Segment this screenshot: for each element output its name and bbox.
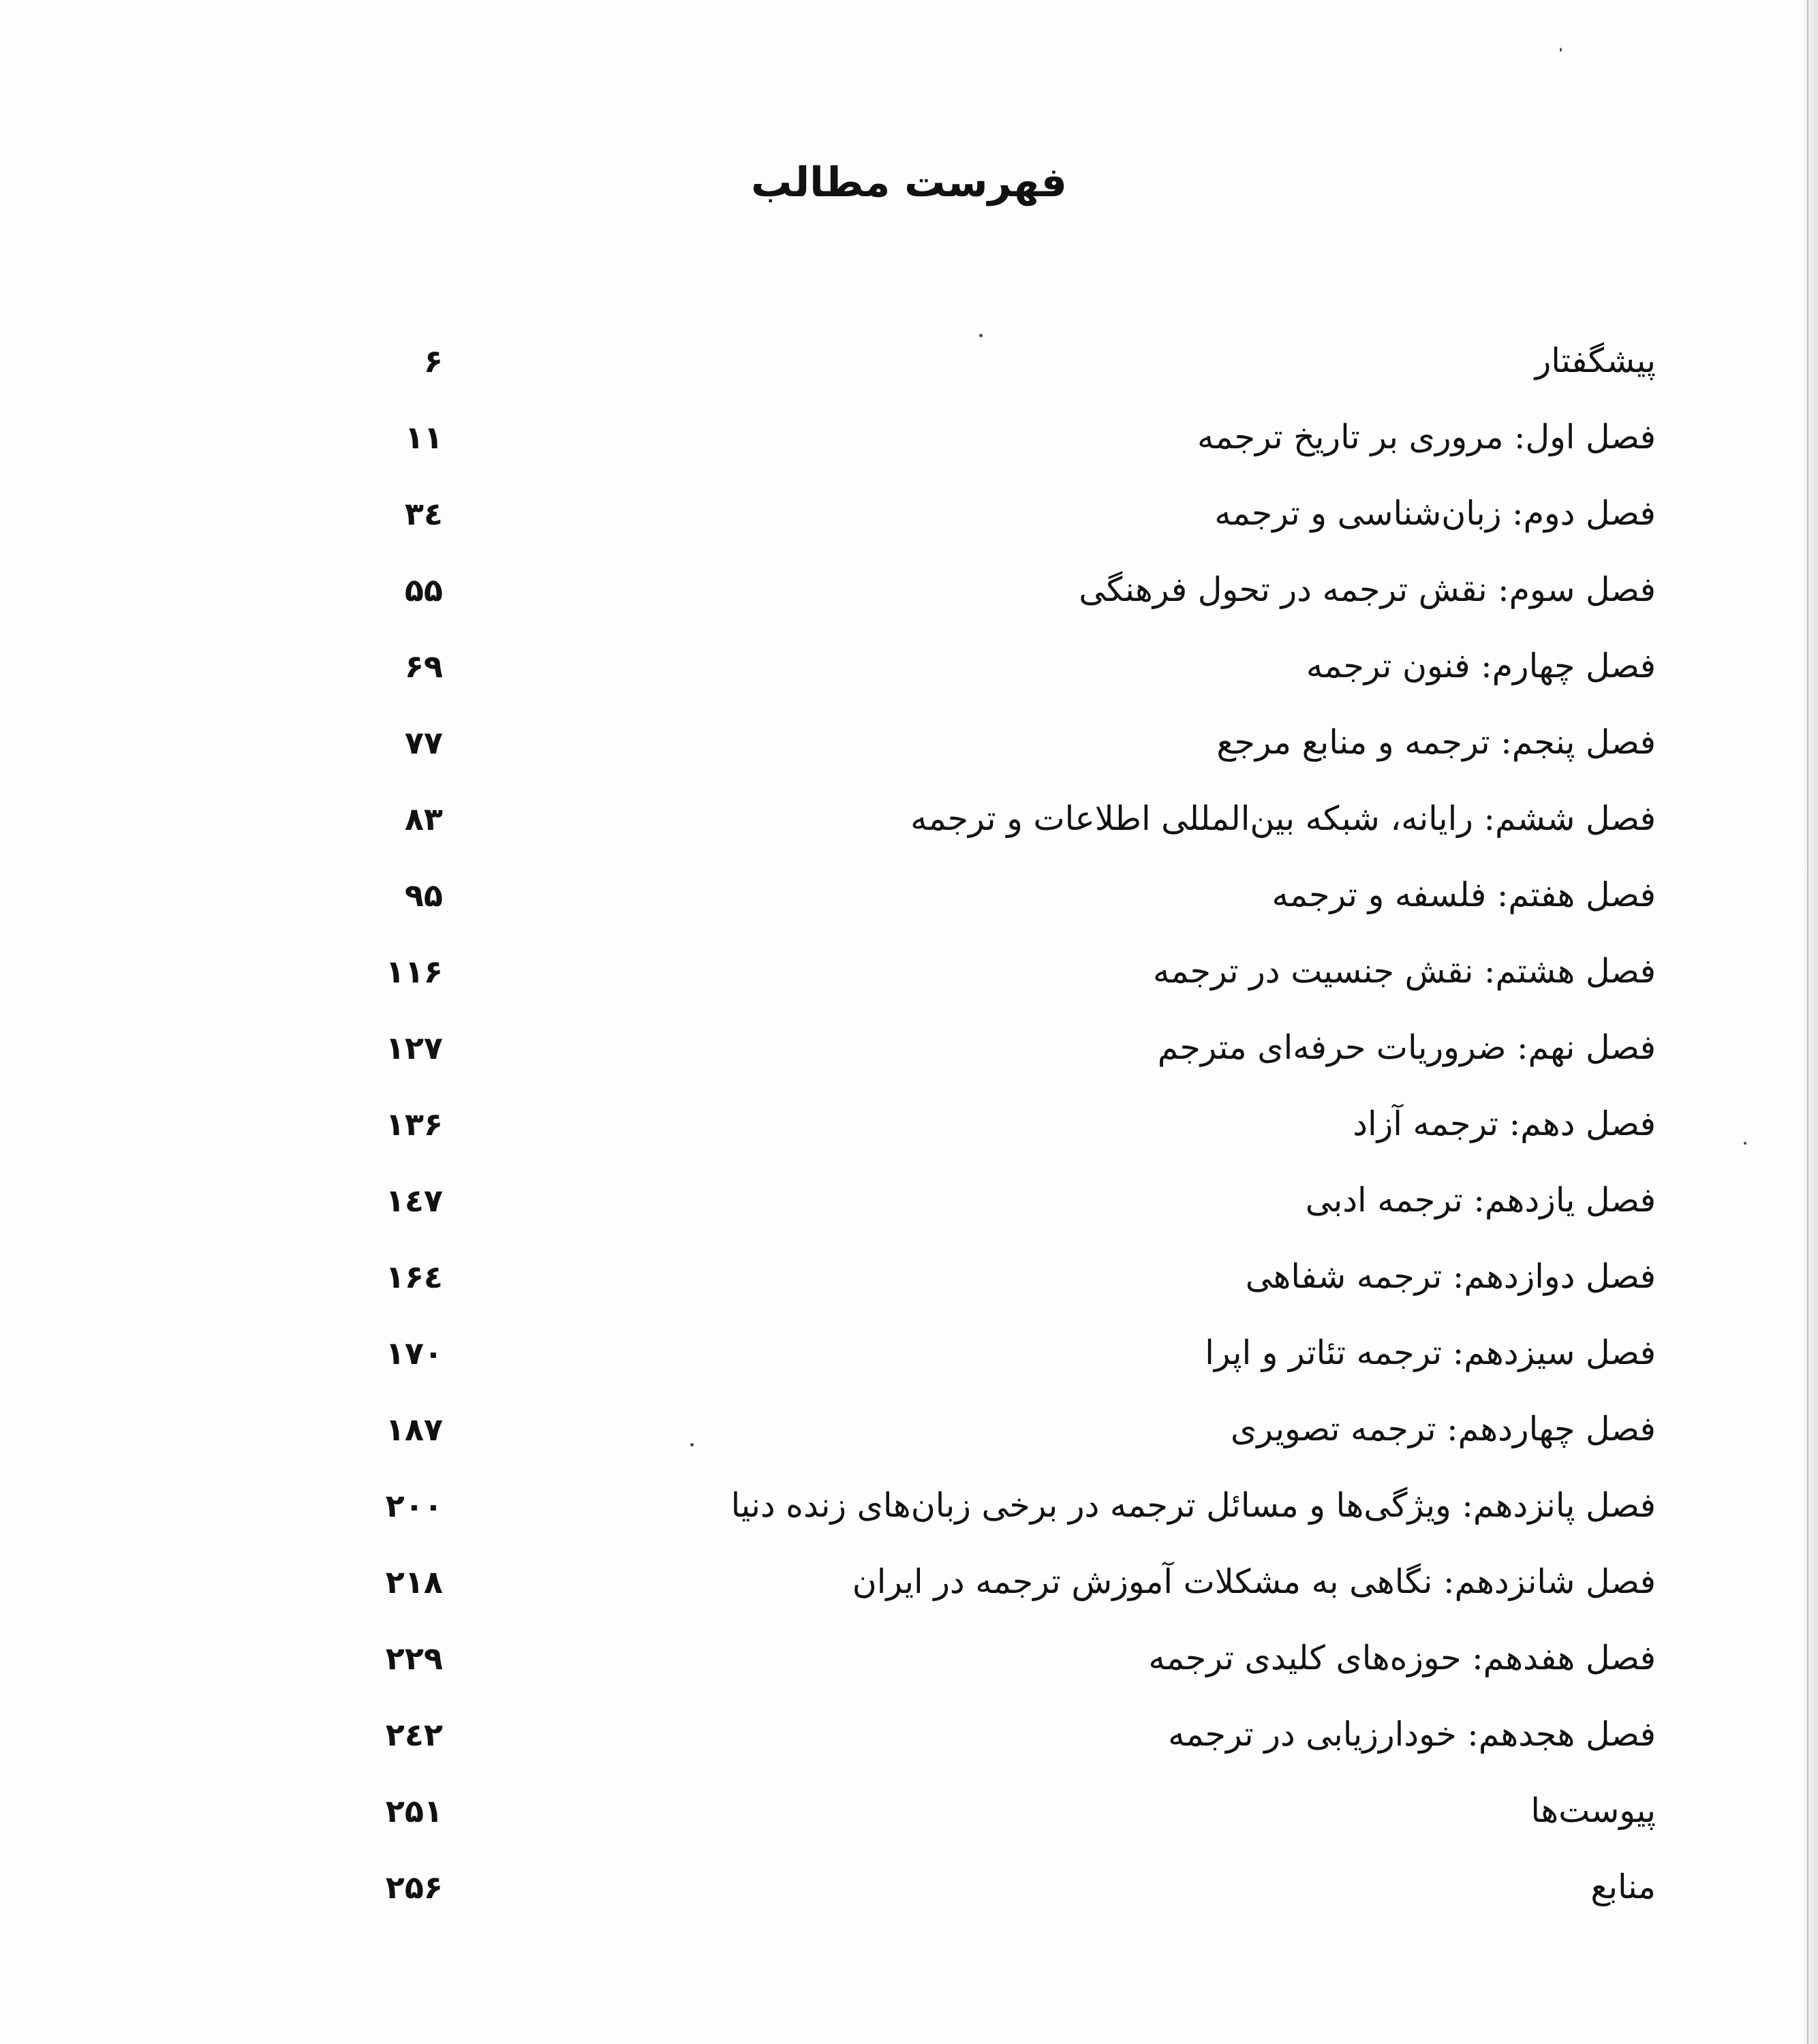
toc-page-number: ۱۳۶ [385, 1106, 443, 1143]
toc-page-number: ۵۵ [404, 572, 443, 608]
toc-entry-title: فصل هجدهم: خودارزیابی در ترجمه [1168, 1715, 1656, 1754]
toc-entry-title: فصل نهم: ضروریات حرفه‌ای مترجم [1157, 1028, 1656, 1067]
toc-entry-title: فصل ششم: رایانه، شبکه بین‌المللی اطلاعات و ترجمه [910, 799, 1656, 838]
toc-row [341, 1707, 1656, 1762]
toc-page-number: ۹۵ [404, 877, 443, 914]
toc-entry-title: فصل سیزدهم: ترجمه تئاتر و اپرا [1205, 1333, 1656, 1372]
toc-row [341, 1021, 1656, 1075]
toc-row [341, 1478, 1656, 1533]
toc-page-number: ۸۳ [404, 801, 443, 837]
toc-entry-title: فصل چهاردهم: ترجمه تصویری [1230, 1410, 1656, 1449]
toc-row [341, 1097, 1656, 1151]
scan-speck [1744, 1142, 1746, 1145]
toc-entry-title: فصل یازدهم: ترجمه ادبی [1305, 1181, 1656, 1220]
toc-row [341, 1173, 1656, 1228]
toc-row [341, 563, 1656, 617]
toc-page-number: ۱۸۷ [385, 1411, 443, 1448]
toc-row [341, 1860, 1656, 1915]
toc-row [341, 334, 1656, 388]
toc-row [341, 715, 1656, 770]
toc-page-number: ۶۹ [404, 648, 443, 685]
toc-entry-title: پیوست‌ها [1530, 1791, 1656, 1830]
toc-page-number: ۳٤ [404, 495, 443, 532]
toc-entry-title: فصل هفدهم: حوزه‌های کلیدی ترجمه [1148, 1639, 1656, 1677]
scan-speck [1560, 48, 1562, 52]
toc-entry-title: فصل پانزدهم: ویژگی‌ها و مسائل ترجمه در برخی زبان‌های زنده دنیا [730, 1486, 1656, 1525]
toc-row [341, 792, 1656, 846]
toc-page-number: ۱۱۶ [385, 953, 443, 990]
toc-entry-title: فصل هفتم: فلسفه و ترجمه [1272, 876, 1656, 914]
toc-page-number: ۲۵۶ [385, 1869, 443, 1906]
toc-row [341, 1784, 1656, 1838]
toc-row [341, 868, 1656, 923]
toc-entry-title: فصل سوم: نقش ترجمه در تحول فرهنگی [1079, 570, 1656, 609]
toc-entry-title: فصل دوم: زبان‌شناسی و ترجمه [1214, 494, 1656, 533]
toc-page-number: ۱۶٤ [385, 1258, 443, 1295]
scan-speck [690, 1443, 694, 1446]
toc-entry-title: فصل دوازدهم: ترجمه شفاهی [1245, 1257, 1656, 1296]
toc-page-number: ۲۱۸ [385, 1564, 443, 1600]
page-title: فهرست مطالب [751, 159, 1067, 206]
toc-row [341, 486, 1656, 541]
toc-page-number: ۲٤۲ [385, 1716, 443, 1753]
toc-page-number: ۲۲۹ [385, 1640, 443, 1677]
toc-entry-title: منابع [1590, 1868, 1656, 1906]
toc-entry-title: فصل پنجم: ترجمه و منابع مرجع [1216, 723, 1656, 762]
toc-page-number: ۱۷۰ [385, 1335, 443, 1372]
toc-page-number: ۱۲۷ [385, 1029, 443, 1066]
toc-entry-title: فصل شانزدهم: نگاهی به مشکلات آموزش ترجمه در ایران [852, 1562, 1656, 1601]
toc-entry-title: فصل اول: مروری بر تاریخ ترجمه [1197, 418, 1656, 456]
toc-entry-title: فصل چهارم: فنون ترجمه [1306, 647, 1656, 685]
toc-page-number: ۲۰۰ [385, 1487, 443, 1524]
toc-entry-title: پیشگفتار [1535, 341, 1656, 380]
toc-row [341, 639, 1656, 694]
toc-page-number: ۷۷ [404, 724, 443, 761]
toc-row [341, 944, 1656, 999]
toc-page-number: ۲۵۱ [385, 1793, 443, 1829]
toc-row [341, 1250, 1656, 1304]
toc-entry-title: فصل دهم: ترجمه آزاد [1353, 1104, 1656, 1143]
toc-row [341, 1555, 1656, 1609]
toc-row [341, 410, 1656, 465]
toc-page-number: ۱۱ [404, 419, 443, 456]
toc-row [341, 1402, 1656, 1457]
scan-speck [979, 334, 983, 337]
toc-row [341, 1326, 1656, 1380]
toc-page-number: ۶ [423, 343, 443, 380]
toc-entry-title: فصل هشتم: نقش جنسیت در ترجمه [1153, 952, 1656, 991]
toc-row [341, 1631, 1656, 1686]
toc-page-number: ۱٤۷ [385, 1182, 443, 1219]
